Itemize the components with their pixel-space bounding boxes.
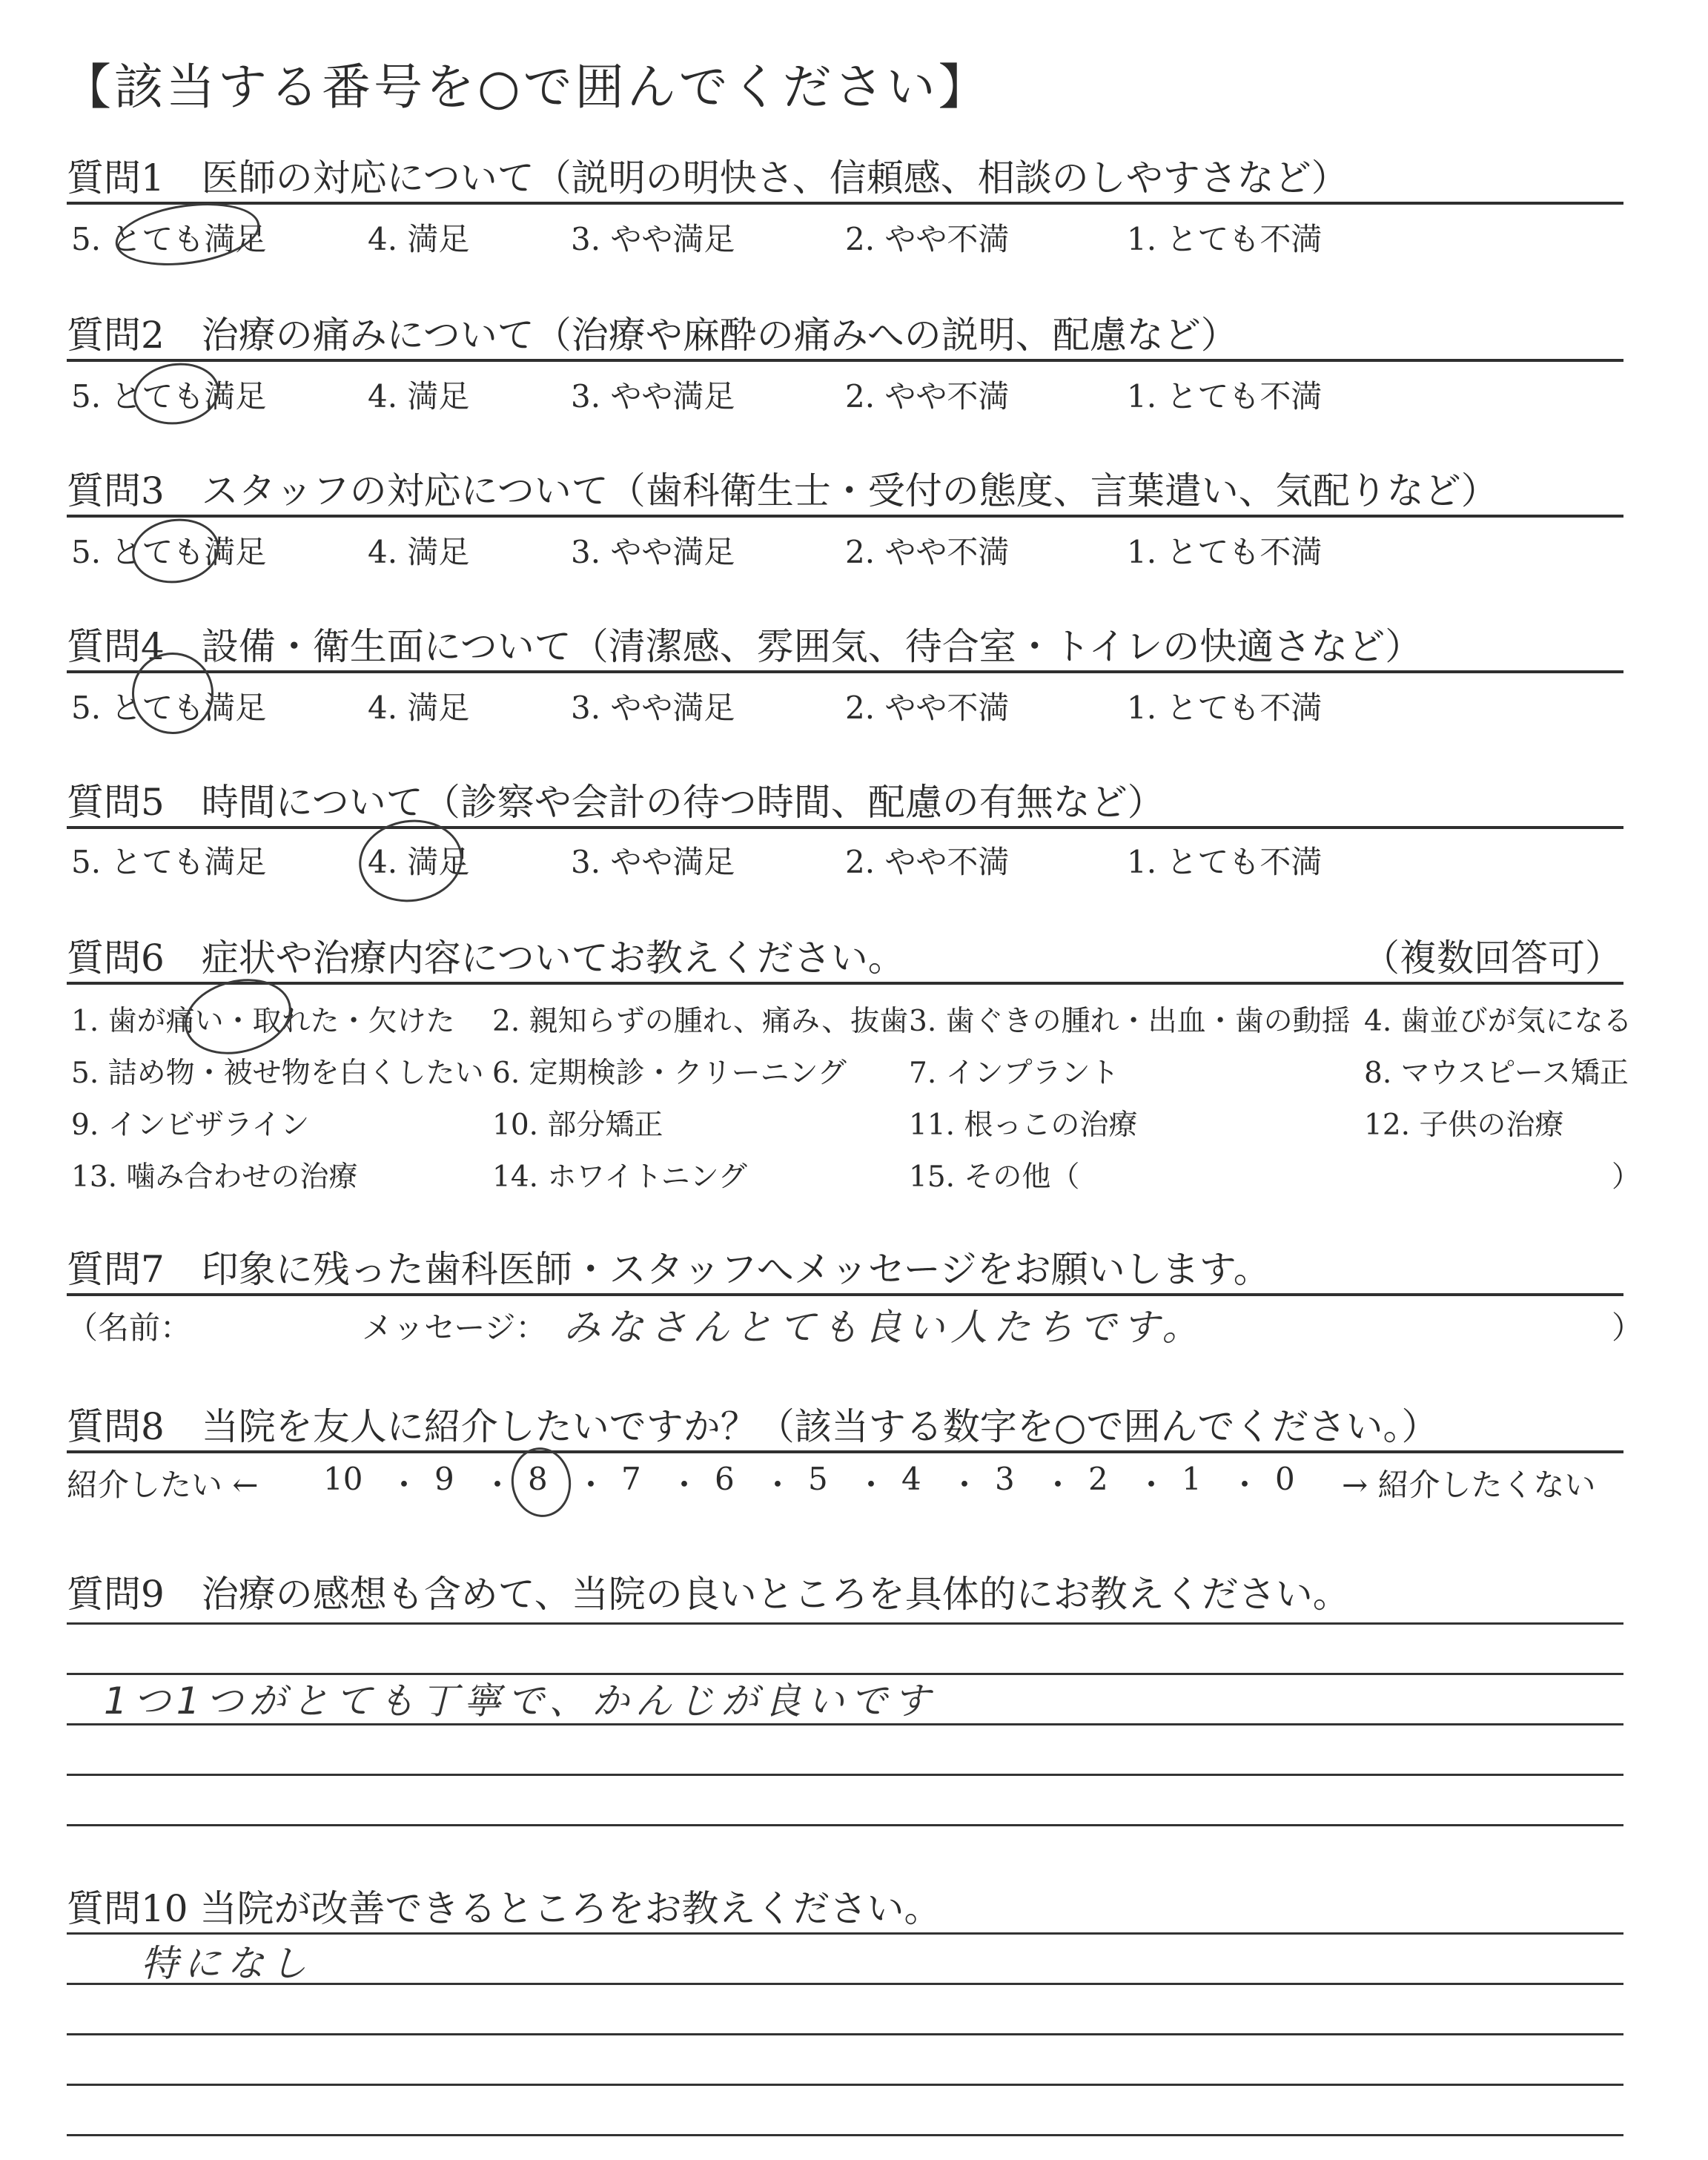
q1-selection-circle (111, 195, 263, 274)
q6-option-2[interactable]: 2. 親知らずの腫れ、痛み、抜歯 (492, 1005, 909, 1038)
q10-answer-input[interactable]: 特になし (141, 1942, 313, 1985)
q7-divider (67, 1293, 1623, 1296)
q2-rating-5[interactable]: 5. とても満足 (71, 378, 267, 415)
q4-divider (67, 670, 1623, 673)
q6-option-12[interactable]: 12. 子供の治療 (1364, 1109, 1564, 1142)
q10-line (67, 2084, 1623, 2086)
q3-title: 質問3 スタッフの対応について（歯科衛生士・受付の態度、言葉遣い、気配りなど） (67, 469, 1498, 512)
q2-rating-4[interactable]: 4. 満足 (368, 378, 470, 415)
q8-scale-dot: ・ (575, 1467, 607, 1503)
q4-rating-2[interactable]: 2. やや不満 (845, 690, 1010, 726)
q7-close: ） (1612, 1309, 1644, 1346)
q3-rating-4[interactable]: 4. 満足 (368, 534, 470, 570)
q8-scale-dot: ・ (949, 1467, 981, 1503)
q8-scale-3[interactable]: 3 (995, 1461, 1015, 1497)
q5-rating-3[interactable]: 3. やや満足 (571, 844, 735, 880)
q8-scale-dot: ・ (855, 1467, 887, 1503)
q8-scale-dot: ・ (762, 1467, 794, 1503)
q6-divider (67, 982, 1623, 985)
q8-scale-5[interactable]: 5 (808, 1461, 828, 1497)
q6-option-14[interactable]: 14. ホワイトニング (492, 1160, 747, 1194)
q8-scale-dot: ・ (388, 1467, 420, 1503)
q7-name-label: （名前： (67, 1309, 192, 1346)
q8-scale-8[interactable]: 8 (528, 1461, 548, 1497)
q9-line (67, 1622, 1623, 1625)
q5-rating-1[interactable]: 1. とても不満 (1127, 844, 1323, 880)
q1-title: 質問1 医師の対応について（説明の明快さ、信頼感、相談のしやすさなど） (67, 156, 1348, 199)
q6-option-4[interactable]: 4. 歯並びが気になる (1364, 1005, 1632, 1038)
q6-multi-note: （複数回答可） (1363, 937, 1622, 980)
q1-rating-5[interactable]: 5. とても満足 (71, 221, 267, 257)
q9-answer-input[interactable]: 1つ1つがとても丁寧で、かんじが良いです (104, 1680, 936, 1723)
q2-title: 質問2 治療の痛みについて（治療や麻酔の痛みへの説明、配慮など） (67, 314, 1238, 357)
q8-scale-6[interactable]: 6 (715, 1461, 735, 1497)
q6-title: 質問6 症状や治療内容についてお教えください。 (67, 937, 905, 980)
q8-scale-dot: ・ (1229, 1467, 1261, 1503)
q7-message-label: メッセージ： (362, 1309, 547, 1346)
q8-scale-dot: ・ (1136, 1467, 1168, 1503)
q4-rating-5[interactable]: 5. とても満足 (71, 690, 267, 726)
q6-option-9[interactable]: 9. インビザライン (71, 1109, 310, 1142)
q4-rating-1[interactable]: 1. とても不満 (1127, 690, 1323, 726)
q9-line (67, 1774, 1623, 1776)
q4-rating-3[interactable]: 3. やや満足 (571, 690, 735, 726)
q8-divider (67, 1450, 1623, 1453)
q8-scale-0[interactable]: 0 (1275, 1461, 1295, 1497)
q8-scale-dot: ・ (1042, 1467, 1074, 1503)
q1-rating-1[interactable]: 1. とても不満 (1127, 221, 1323, 257)
q3-divider (67, 515, 1623, 518)
q9-title: 質問9 治療の感想も含めて、当院の良いところを具体的にお教えください。 (67, 1573, 1350, 1616)
q5-rating-5[interactable]: 5. とても満足 (71, 844, 267, 880)
q7-message-input[interactable]: みなさんとても良い人たちです。 (563, 1306, 1205, 1349)
q5-rating-4[interactable]: 4. 満足 (368, 844, 470, 880)
q2-divider (67, 359, 1623, 362)
q6-option-5[interactable]: 5. 詰め物・被せ物を白くしたい (71, 1057, 484, 1090)
q8-scale-10[interactable]: 10 (323, 1461, 363, 1497)
q2-selection-circle (130, 357, 223, 429)
form-header: 【該当する番号を○で囲んでください】 (62, 59, 990, 116)
q5-rating-2[interactable]: 2. やや不満 (845, 844, 1010, 880)
q10-line (67, 2134, 1623, 2136)
q4-rating-4[interactable]: 4. 満足 (368, 690, 470, 726)
q1-rating-4[interactable]: 4. 満足 (368, 221, 470, 257)
q8-scale-dot: ・ (669, 1467, 701, 1503)
q8-selection-circle (507, 1444, 575, 1521)
q8-scale-dot: ・ (482, 1467, 514, 1503)
q6-option-8[interactable]: 8. マウスピース矯正 (1364, 1057, 1629, 1090)
q2-rating-2[interactable]: 2. やや不満 (845, 378, 1010, 415)
q6-option-1[interactable]: 1. 歯が痛い・取れた・欠けた (71, 1005, 455, 1038)
q8-scale-7[interactable]: 7 (621, 1461, 641, 1497)
q6-option-7[interactable]: 7. インプラント (909, 1057, 1119, 1090)
q5-title: 質問5 時間について（診察や会計の待つ時間、配慮の有無など） (67, 781, 1165, 824)
q6-option-6[interactable]: 6. 定期検診・クリーニング (492, 1057, 847, 1090)
q6-option-10[interactable]: 10. 部分矯正 (492, 1109, 663, 1142)
q9-line (67, 1824, 1623, 1826)
q7-title: 質問7 印象に残った歯科医師・スタッフへメッセージをお願いします。 (67, 1248, 1271, 1291)
q6-option-3[interactable]: 3. 歯ぐきの腫れ・出血・歯の動揺 (909, 1005, 1351, 1038)
q2-rating-1[interactable]: 1. とても不満 (1127, 378, 1323, 415)
q8-scale-1[interactable]: 1 (1182, 1461, 1202, 1497)
q3-rating-3[interactable]: 3. やや満足 (571, 534, 735, 570)
q3-rating-5[interactable]: 5. とても満足 (71, 534, 267, 570)
q6-other-close: ） (1612, 1160, 1641, 1194)
q1-rating-3[interactable]: 3. やや満足 (571, 221, 735, 257)
q1-divider (67, 202, 1623, 205)
q10-line (67, 2033, 1623, 2035)
q2-rating-3[interactable]: 3. やや満足 (571, 378, 735, 415)
q4-title: 質問4 設備・衛生面について（清潔感、雰囲気、待合室・トイレの快適さなど） (67, 625, 1423, 668)
q3-rating-2[interactable]: 2. やや不満 (845, 534, 1010, 570)
q8-right-label: → 紹介したくない (1342, 1467, 1596, 1503)
q6-option-13[interactable]: 13. 噛み合わせの治療 (71, 1160, 358, 1194)
q8-scale-2[interactable]: 2 (1088, 1461, 1108, 1497)
q3-selection-circle (128, 513, 224, 589)
q8-left-label: 紹介したい ← (67, 1467, 259, 1503)
q6-option-15[interactable]: 15. その他（ (909, 1160, 1080, 1194)
q3-rating-1[interactable]: 1. とても不満 (1127, 534, 1323, 570)
q8-scale-4[interactable]: 4 (901, 1461, 921, 1497)
q5-divider (67, 826, 1623, 829)
q1-rating-2[interactable]: 2. やや不満 (845, 221, 1010, 257)
q8-scale-9[interactable]: 9 (434, 1461, 454, 1497)
q10-title: 質問10 当院が改善できるところをお教えください。 (67, 1887, 941, 1930)
q6-option-11[interactable]: 11. 根っこの治療 (909, 1109, 1138, 1142)
q8-title: 質問8 当院を友人に紹介したいですか？（該当する数字を○で囲んでください。） (67, 1405, 1439, 1448)
